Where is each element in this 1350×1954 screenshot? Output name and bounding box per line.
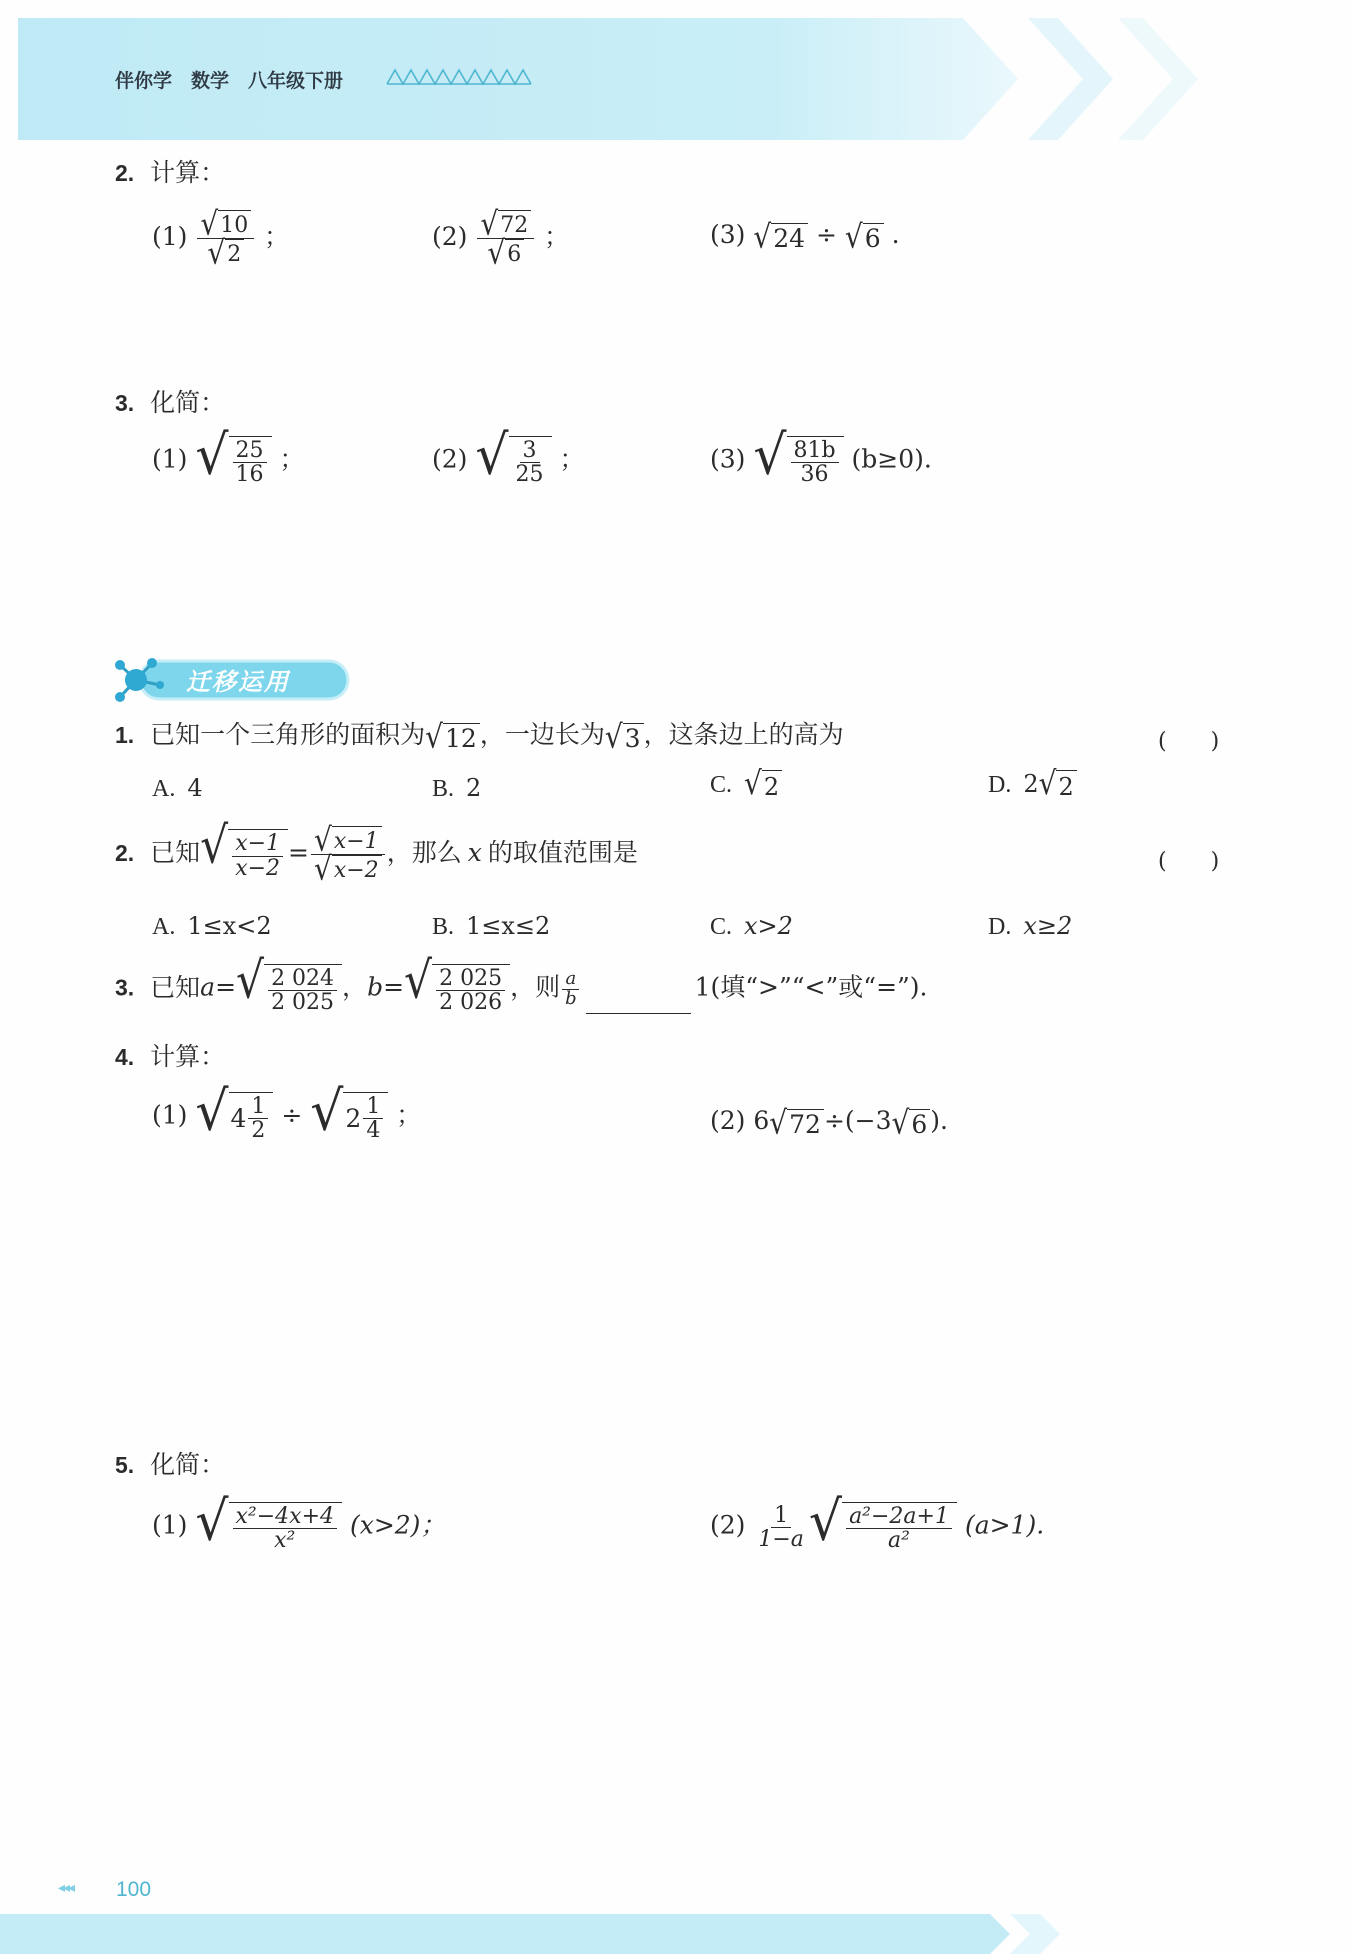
denominator: 2 025 — [271, 990, 335, 1016]
question-text: ， — [342, 972, 368, 1002]
question-text: 已知一个三角形的面积为 — [150, 720, 426, 749]
item-label: (1) — [152, 1100, 188, 1130]
question-number: 2. — [115, 160, 135, 186]
option-a[interactable] — [152, 774, 203, 803]
option-label: B. — [432, 776, 455, 802]
question-text: 化简： — [150, 1450, 226, 1479]
question-1: 1. 已知一个三角形的面积为 √ 12 ，一边长为 √ 3 ，这条边上的高为 — [115, 716, 844, 755]
triangle-pattern-icon — [385, 66, 535, 88]
denominator: 4 — [366, 1118, 381, 1144]
question-number: 3. — [115, 974, 135, 1001]
option-label: A. — [152, 776, 176, 802]
question-number: 5. — [115, 1452, 135, 1478]
item-label: (1) — [152, 1510, 188, 1540]
question-number: 1. — [115, 722, 135, 748]
item-label: (2) — [710, 1106, 746, 1135]
option-label: D. — [988, 772, 1012, 798]
radicand: 72 — [787, 1109, 824, 1137]
item-end: . — [891, 220, 900, 249]
numerator: 3 — [520, 439, 540, 463]
fraction — [513, 439, 547, 486]
arrow-icon: ◂◂◂ — [58, 1880, 74, 1896]
option-value: 1≤x≤2 — [466, 912, 551, 940]
section-title: 迁移运用 — [186, 668, 290, 696]
option-label: B. — [432, 914, 455, 940]
item-end: ； — [264, 222, 290, 251]
radicand: 6 — [909, 1109, 930, 1137]
item-label: (3) — [710, 444, 746, 474]
option-coefficient: 2 — [1023, 770, 1039, 798]
option-c[interactable]: C. √ 2 — [710, 770, 782, 801]
variable: b — [367, 972, 384, 1002]
q4-item-2: (2) 6 √ 72 ÷(−3 √ 6 ). — [710, 1102, 948, 1141]
option-value: 2 — [762, 770, 782, 801]
numerator: 1 — [248, 1095, 268, 1119]
question-text: 已知 — [150, 838, 201, 867]
fraction — [363, 1095, 383, 1142]
numerator: 1 — [363, 1095, 383, 1119]
q3-item-2: (2) √ $\frac{3}{25}$ ； — [432, 424, 585, 488]
question-number: 3. — [115, 390, 135, 416]
whole-number: 4 — [230, 1104, 247, 1134]
option-value: 2 — [1056, 770, 1076, 801]
denominator: x−2 — [332, 855, 382, 883]
denominator: 16 — [235, 462, 264, 488]
question-text: 化简： — [150, 388, 226, 417]
fraction: √ 10 √ 2 — [197, 210, 254, 267]
item-end: ； — [279, 444, 305, 474]
denominator: 36 — [800, 462, 829, 488]
numerator: 10 — [218, 210, 251, 238]
answer-paren[interactable]: ( ) — [1158, 849, 1220, 874]
equals-sign: = — [383, 972, 405, 1002]
question-text: 的取值范围是 — [487, 838, 638, 867]
radicand: 6 — [863, 223, 884, 251]
variable: a — [200, 972, 216, 1002]
radicand: 12 — [443, 723, 480, 751]
item-label: (3) — [710, 220, 746, 249]
denominator: x² — [274, 1528, 296, 1554]
q2-item-2 — [432, 204, 570, 272]
question-number: 2. — [115, 840, 135, 866]
option-label: D. — [988, 914, 1012, 940]
fraction — [232, 832, 283, 879]
condition: (b≥0) — [851, 444, 924, 474]
fraction — [268, 967, 337, 1014]
option-d[interactable] — [988, 912, 1072, 941]
numerator: 1 — [771, 1504, 791, 1528]
question-text: ，这条边上的高为 — [643, 720, 844, 749]
fraction — [791, 439, 839, 486]
whole-number: 2 — [345, 1104, 362, 1134]
coefficient: 6 — [753, 1106, 770, 1135]
numerator: 25 — [233, 439, 267, 463]
question-text: ，则 — [510, 972, 561, 1002]
numerator: a — [562, 970, 579, 990]
fraction: √ 72 √ 6 — [477, 210, 534, 267]
fraction: √ x−1 √ x−2 — [311, 826, 385, 883]
option-value: x>2 — [744, 912, 793, 940]
option-value: x≥2 — [1023, 912, 1073, 940]
question-text: 计算： — [150, 1042, 226, 1071]
fraction — [846, 1505, 952, 1552]
fill-in-blank[interactable] — [586, 990, 691, 1014]
equals-sign: = — [215, 972, 237, 1002]
q5-item-2: (2) $\frac{1}{1-a}$ √ $\frac{\text{a²−2a+1}}{\text{a²}}$ (a>1). — [710, 1490, 1045, 1554]
question-3: 3. 已知a= √ $\frac{2 024}{2 025}$ ，b= √ $\frac{2 025}{2 026}$ ，则 $\frac{a}{b}$ 1(填“>”“<”或“=”). — [115, 951, 928, 1016]
q2-item-3: (3) √ 24 ÷ √ 6 . — [710, 216, 900, 255]
fraction — [233, 1505, 338, 1552]
denominator: 2 — [251, 1118, 266, 1144]
fraction — [248, 1095, 268, 1142]
question-4-heading — [115, 1044, 225, 1069]
item-end: . — [923, 444, 932, 474]
denominator: 2 — [225, 239, 244, 267]
page-number: 100 — [116, 1878, 152, 1901]
denominator: 2 026 — [439, 990, 503, 1016]
question-text: ，一边长为 — [479, 720, 605, 749]
question-text: 计算： — [150, 158, 226, 187]
numerator: x²−4x+4 — [233, 1505, 338, 1529]
numerator: 2 025 — [436, 967, 505, 991]
option-label: A. — [152, 914, 176, 940]
question-number: 4. — [115, 1044, 135, 1070]
item-label: (1) — [152, 444, 188, 474]
numerator: 81b — [791, 439, 839, 463]
q5-item-1: (1) √ $\frac{\text{x²−4x+4}}{\text{x²}}$ (x>2)； — [152, 1490, 446, 1554]
question-text: 已知 — [150, 972, 201, 1002]
equals-sign: = — [288, 838, 309, 867]
denominator: 25 — [515, 462, 544, 488]
q4-item-1: (1) √ 4 $\frac{1}{2}$ ÷ √ 2 $\frac{1}{4}$ ； — [152, 1080, 422, 1144]
question-text: 1(填“>”“<”或“=”). — [694, 972, 928, 1002]
fraction — [562, 967, 580, 1009]
condition: (x>2)； — [349, 1510, 446, 1540]
operator: ÷(−3 — [823, 1106, 892, 1135]
fraction — [436, 967, 505, 1014]
question-5-heading — [115, 1452, 225, 1477]
item-label: (2) — [432, 222, 468, 251]
q3-item-1: (1) √ $\frac{25}{16}$ ； — [152, 424, 305, 488]
radicand: 24 — [771, 223, 808, 251]
q2-item-1 — [152, 204, 290, 272]
numerator: a²−2a+1 — [846, 1505, 952, 1529]
option-label: C. — [710, 914, 733, 940]
footer-band — [0, 1914, 1350, 1954]
q3-item-3: (3) √ $\frac{81b}{36}$ (b≥0). — [710, 424, 932, 488]
answer-paren[interactable]: ( ) — [1158, 729, 1220, 754]
denominator: 6 — [505, 239, 524, 267]
option-a[interactable] — [152, 912, 272, 941]
fraction — [233, 439, 267, 486]
variable: x — [467, 838, 482, 867]
item-label: (2) — [710, 1510, 746, 1540]
question-2-heading — [115, 160, 225, 185]
option-c[interactable] — [710, 912, 793, 941]
denominator: 1−a — [758, 1526, 804, 1552]
fraction — [755, 1504, 807, 1551]
header-title: 伴你学 数学 八年级下册 — [115, 70, 344, 92]
denominator: x−2 — [235, 855, 281, 881]
radicand: 3 — [623, 723, 644, 751]
option-value: 1≤x<2 — [187, 912, 272, 940]
operator: ÷ — [281, 1100, 303, 1130]
option-b[interactable] — [432, 912, 550, 941]
option-label: C. — [710, 772, 733, 798]
item-end: ； — [559, 444, 585, 474]
denominator: a² — [888, 1528, 910, 1554]
numerator: 72 — [498, 210, 531, 238]
item-label: (1) — [152, 222, 188, 251]
condition: (a>1). — [964, 1510, 1045, 1540]
denominator: b — [565, 987, 577, 1009]
item-label: (2) — [432, 444, 468, 474]
numerator: x−1 — [332, 826, 382, 854]
numerator: 2 024 — [268, 967, 337, 991]
question-2: 2. 已知 √ $\frac{x-1}{x-2}$ = √ x−1 √ x−2 ，那么 x 的取值范围是 — [115, 816, 638, 888]
option-value: 4 — [187, 774, 203, 802]
item-end: ； — [544, 222, 570, 251]
option-value: 2 — [466, 774, 482, 802]
option-b[interactable] — [432, 774, 481, 803]
question-3-heading — [115, 390, 225, 415]
question-text: ，那么 — [386, 838, 462, 867]
item-end: ； — [396, 1100, 422, 1130]
operator: ÷ — [815, 220, 837, 249]
numerator: x−1 — [232, 832, 283, 856]
option-d[interactable]: D. 2 √ 2 — [988, 770, 1077, 801]
item-end: ). — [930, 1106, 948, 1135]
